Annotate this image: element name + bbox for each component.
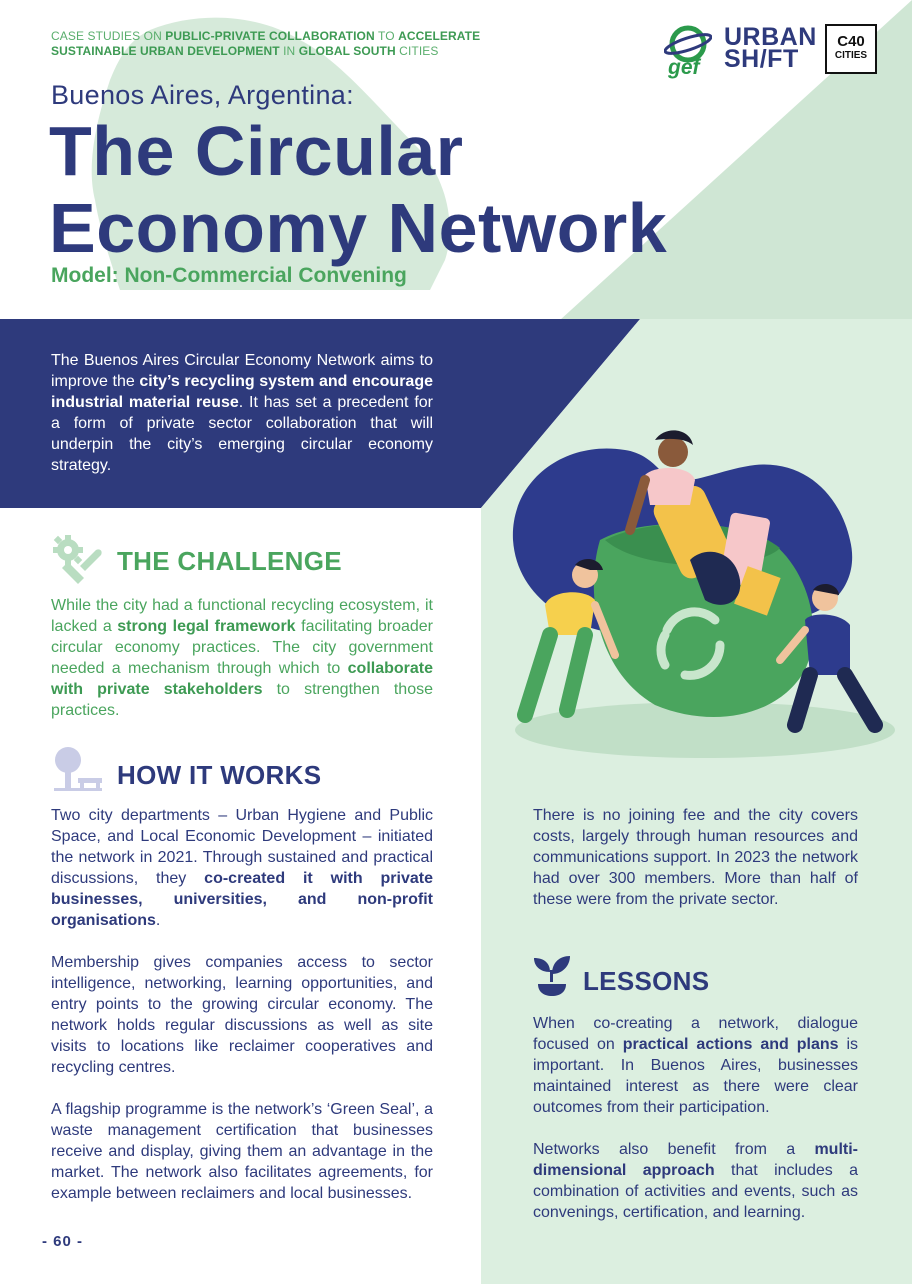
sprout-icon [532, 952, 572, 998]
intro-run: The Buenos Aires Circular Economy Network aims to improve the [51, 352, 433, 390]
kicker-run: TO [374, 29, 399, 43]
challenge-run: to strengthen those practices. [51, 681, 433, 719]
lessons-paragraphs [533, 1013, 858, 1244]
lessons-heading: LESSONS [583, 966, 710, 996]
kicker-run: IN [279, 44, 299, 58]
recycling-illustration [505, 420, 895, 760]
how-run: Two city departments – Urban Hygiene and Public Space, and Local Economic Development – initiated the network in 2021. Through sustained and practical discussions, they [51, 807, 433, 887]
how-run: . [155, 912, 161, 929]
c40-logo [825, 24, 877, 74]
how-paragraph [51, 952, 433, 1078]
header-kicker [51, 29, 491, 59]
intro-paragraph [51, 350, 433, 476]
gears-wrench-icon [50, 534, 104, 586]
challenge-run: collaborate with private stakeholders [51, 660, 433, 698]
kicker-run: PUBLIC-PRIVATE COLLABORATION [165, 29, 375, 43]
how-run: A flagship programme is the network’s ‘Green Seal’, a waste management certification that businesses receive and display, giving them an advantage in the market. The network also facilitates agreements, for example between reclaimers and local businesses. [51, 1101, 433, 1202]
urban-shift-logo [724, 23, 817, 73]
challenge-run: While the city had a functional recycling ecosystem, it lacked a [51, 597, 433, 635]
lessons-run: multi-dimensional approach [533, 1141, 858, 1179]
challenge-run: strong legal framework [117, 618, 296, 635]
challenge-heading: THE CHALLENGE [117, 546, 342, 576]
model-label: Model: Non-Commercial Convening [51, 264, 407, 287]
gef-logo-text: gef [668, 56, 700, 79]
lessons-paragraph [533, 1013, 858, 1118]
kicker-run: CITIES [395, 44, 439, 58]
lessons-run: When co-creating a network, dialogue focused on [533, 1015, 858, 1053]
how-paragraph [51, 805, 433, 931]
how-run: co-created it with private businesses, universities, and non-profit organisations [51, 870, 433, 929]
page-title [49, 113, 749, 267]
city-subtitle: Buenos Aires, Argentina: [51, 80, 354, 110]
how-paragraph [51, 1099, 433, 1204]
page-number: - 60 - [42, 1233, 84, 1250]
title-line-1: The Circular [49, 112, 464, 190]
how-run: Membership gives companies access to sector intelligence, networking, learning opportunities, and entry points to the growing circular economy. The network holds regular discussions as well as site visits to locations like reclaimer cooperatives and recycling centres. [51, 954, 433, 1076]
c40-logo-line2: CITIES [834, 50, 868, 61]
urban-logo-line1: URBAN [724, 23, 817, 51]
lessons-run: practical actions and plans [622, 1036, 839, 1053]
kicker-run: GLOBAL SOUTH [298, 44, 396, 58]
how-it-works-paragraphs [51, 805, 433, 1225]
lessons-run: is important. In Buenos Aires, businesses maintained interest as there were clear outcomes from their participation. [533, 1036, 858, 1116]
challenge-run: facilitating broader circular economy practices. The city government needed a mechanism through which to [51, 618, 434, 677]
how-it-works-heading: HOW IT WORKS [117, 760, 322, 790]
lessons-run: Networks also benefit from a [533, 1141, 815, 1158]
kicker-run: ACCELERATE SUSTAINABLE URBAN DEVELOPMENT [51, 29, 481, 58]
c40-logo-line1: C40 [837, 33, 865, 50]
tree-bench-icon [52, 746, 104, 792]
joining-fee-paragraph: There is no joining fee and the city covers costs, largely through human resources and communications support. In 2023 the network had over 300 members. More than half of these were from the private sector. [533, 807, 858, 908]
intro-run: city’s recycling system and encourage industrial material reuse [51, 373, 433, 411]
title-line-2: Economy Network [49, 189, 668, 267]
lessons-run: that includes a combination of activities and events, such as convenings, certification, and learning. [533, 1162, 858, 1221]
kicker-run: CASE STUDIES ON [51, 29, 166, 43]
challenge-paragraph [51, 595, 433, 721]
lessons-paragraph [533, 1139, 858, 1223]
urban-logo-line2: SH/FT [724, 45, 799, 73]
intro-run: . It has set a precedent for a form of private sector collaboration that will underpin the city’s emerging circular economy strategy. [51, 394, 433, 474]
